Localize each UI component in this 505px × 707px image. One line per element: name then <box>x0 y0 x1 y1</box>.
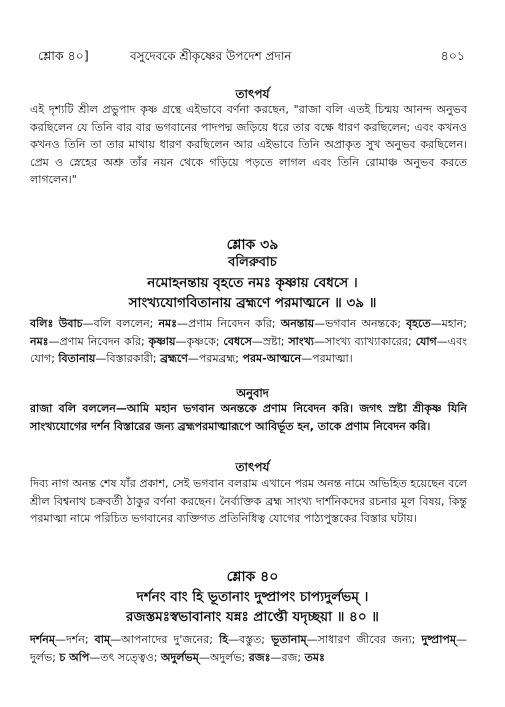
synonym-term: বেধসে <box>223 334 252 348</box>
synonym-term: কৃষ্ণায় <box>148 334 176 348</box>
synonym-meaning: —বিস্তারকারী; <box>95 352 161 366</box>
verse-speaker: বলিরুবাচ <box>228 255 277 270</box>
verse-line: রজস্তমঃস্বভাবানাং যন্নঃ প্রাপ্তৌ যদৃচ্ছয়া ॥ ৪০ ॥ <box>126 609 379 625</box>
synonyms <box>30 631 467 666</box>
synonym-term: বাম্ <box>94 633 111 646</box>
translation-heading: অনুবাদ <box>236 386 269 400</box>
synonym-meaning: —বলি বললেন; <box>82 317 159 330</box>
synonym-meaning: —এবং যোগ; <box>30 334 467 366</box>
synonym-term: তমঃ <box>304 650 325 664</box>
verse-reference: শ্লোক ৪০] <box>38 48 89 63</box>
synonym-meaning: —দর্শন; <box>54 633 95 646</box>
synonym-term: ভূতানাম্ <box>271 633 307 646</box>
synonym-term: বলিঃ উবাচ <box>30 317 83 330</box>
synonym-term: দর্শনম্ <box>30 633 55 646</box>
verse-line: সাংখ্যযোগবিতানায় ব্রহ্মণে পরমাত্মনে ॥ ৩৯ ॥ <box>128 295 377 311</box>
synonym-term: বিতানায় <box>58 352 96 366</box>
translation-text: রাজা বলি বললেন—আমি মহান ভগবান অনন্তকে প্রণাম নিবেদন করি। জগৎ স্রষ্টা শ্রীকৃষ্ণ যিনি সাংখ্যযোগের দর্শন বিস্তারের জন্য ব্রহ্মপরমাত্মারূপে আবির্ভূত হন, তাকে প্রণাম নিবেদন করি। <box>30 402 467 433</box>
purport-text: দিব্য নাগ অনন্ত শেষ যাঁর প্রকাশ, সেই ভগবান বলরাম এখানে পরম অনন্ত নামে অভিহিত হয়েছেন বলে শ্রীল বিশ্বনাথ চক্রবর্তী ঠাকুর বর্ণনা করছেন। নৈর্ব্যক্তিক ব্রহ্ম সাংখ্য দার্শনিকদের রচনার মূল বিষয়, কিন্তু পরমাত্মা নামে পরিচিত ভগবানের ব্যক্তিগত প্রতিনিধিত্ব যোগের পাঠ্যপুস্তকের বিস্তার ঘটায়। <box>30 477 467 526</box>
synonym-term: নমঃ <box>30 334 49 348</box>
synonym-term: অনন্তায় <box>280 317 315 330</box>
synonym-meaning: —ভগবান অনন্তকে; <box>314 317 407 330</box>
synonym-term: অদুর্লভম্ <box>161 650 199 664</box>
synonym-meaning: —সাংখ্য ব্যাখ্যাকারের; <box>313 334 416 348</box>
synonym-term: রজঃ <box>248 650 271 664</box>
synonym-term: সাংখ্য <box>288 334 314 348</box>
synonyms <box>30 315 467 368</box>
synonym-meaning: —অদুর্লভ; <box>198 650 249 664</box>
verse-line: নমোহনন্তায় বৃহতে নমঃ কৃষ্ণায় বেধসে । <box>147 275 358 291</box>
synonym-meaning: —আপনাদের দু'জনের; <box>110 633 220 646</box>
synonym-term: দুষ্প্রাপম্ <box>421 633 456 646</box>
synonym-meaning: —পরমব্রহ্ম; <box>187 352 243 366</box>
synonym-term: পরম-আত্মনে <box>242 352 302 366</box>
synonym-meaning: —প্রণাম নিবেদন করি; <box>177 317 281 330</box>
synonym-meaning: —মহান; <box>430 317 467 330</box>
purport-heading: তাৎপর্য <box>235 460 270 474</box>
verse-line: দর্শনং বাং হি ভূতানাং দুষ্প্রাপং চাপ্যদুর্লভম্ । <box>136 589 369 605</box>
synonym-term: যোগ <box>415 334 437 348</box>
chapter-title: বসুদেবকে শ্রীকৃষ্ণের উপদেশ প্রদান <box>130 49 292 63</box>
synonym-meaning: —সাধারণ জীবের জন্য; <box>306 633 422 646</box>
running-header <box>38 46 465 66</box>
verse-heading: শ্লোক ৩৯ <box>226 237 279 253</box>
synonym-meaning: —কৃষ্ণকে; <box>175 334 224 348</box>
synonym-meaning: —বস্তুত; <box>228 633 272 646</box>
synonym-term: ব্রহ্মণে <box>160 352 188 366</box>
verse-heading: শ্লোক ৪০ <box>226 569 279 585</box>
synonym-term: চ অপি <box>59 650 90 664</box>
purport-heading: তাৎপর্য <box>235 87 270 101</box>
synonym-term: নমঃ <box>158 317 178 330</box>
synonym-term: বৃহতে <box>406 317 431 330</box>
synonym-meaning: —তৎ সত্ত্বেও; <box>89 650 161 664</box>
synonym-meaning: —দুর্লভ; <box>30 633 467 664</box>
synonym-meaning: —স্রষ্টা; <box>251 334 289 348</box>
synonym-term: হি <box>219 633 229 646</box>
synonym-meaning: —প্রণাম নিবেদন করি; <box>48 334 149 348</box>
synonym-meaning: —পরমাত্মা। <box>301 352 353 366</box>
page-number: ৪০১ <box>440 48 465 63</box>
purport-text: এই দৃশ্যটি শ্রীল প্রভুপাদ কৃষ্ণ গ্রন্থে এইভাবে বর্ণনা করছেন, "রাজা বলি এতই চিন্ময় আনন্দ অনুভব করছিলেন যে তিনি বার বার ভগবানের পাদপদ্ম জড়িয়ে ধরে তার বক্ষে ধারণ করছিলেন; এবং কখনও কখনও তিনি তা তার মাথায় ধারণ করছিলেন আর এইভাবে তিনি অপ্রাকৃত সুখ অনুভব করছিলেন। প্রেম ও স্নেহের অশ্রু তাঁর নয়ন থেকে গড়িয়ে পড়তে লাগল এবং তিনি রোমাঞ্চ অনুভব করতে লাগলেন।" <box>30 103 467 187</box>
synonym-meaning: —রজ; <box>270 650 305 664</box>
